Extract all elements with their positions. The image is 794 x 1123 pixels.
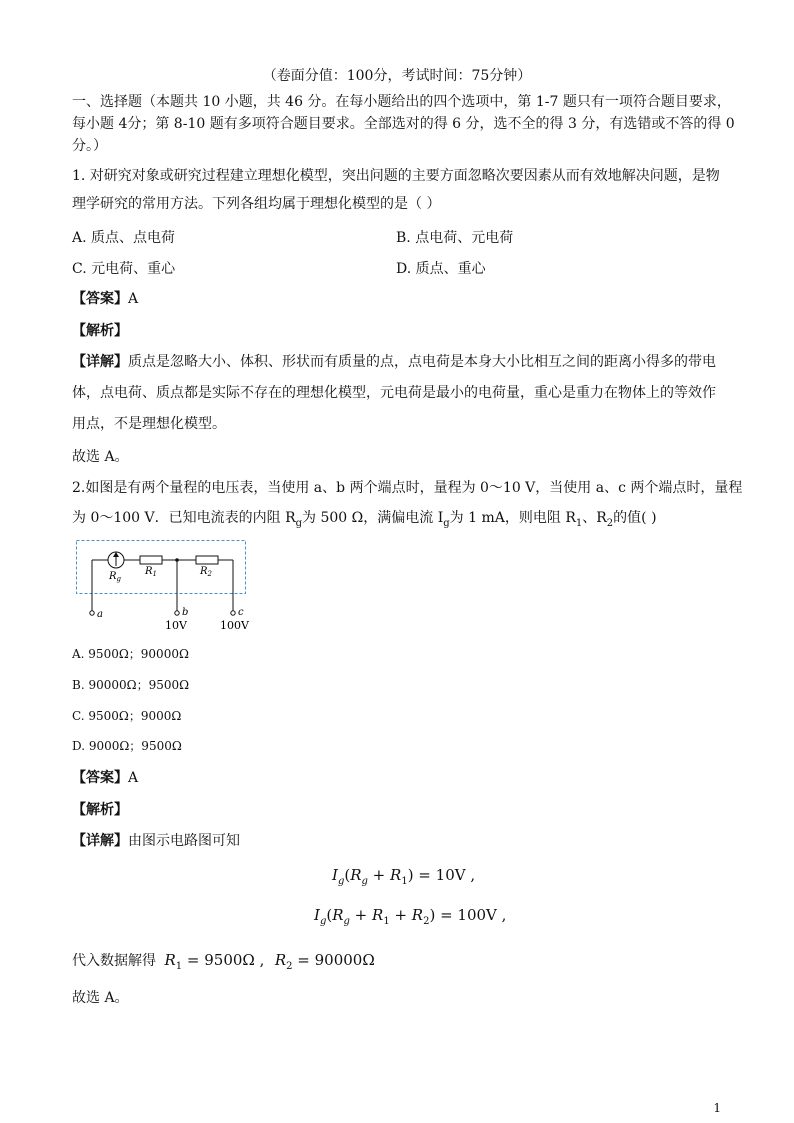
q1-option-c: C. 元电荷、重心: [72, 261, 176, 277]
q1-analysis-tag: [72, 321, 128, 341]
q2-analysis-label: 【解析】: [72, 802, 128, 818]
q1-answer: [72, 289, 138, 309]
q1-detail-3: 用点，不是理想化模型。: [72, 416, 226, 432]
q2-line-2: [72, 508, 657, 534]
equation-2: $I_g(R_g + R_1 + R_2) = 100V$ ,: [314, 906, 507, 927]
label-rg: $R_g$: [109, 571, 122, 583]
q2-result-prefix: 代入数据解得: [72, 953, 156, 969]
terminal-b: [175, 611, 179, 615]
circuit-dashed-box: [77, 541, 246, 594]
q2-result-line: [72, 950, 375, 977]
q1-conclusion: 故选 A。: [72, 449, 129, 465]
q2-detail-tag: 【详解】: [72, 833, 128, 849]
q2-option-c: C. 9500Ω；9000Ω: [72, 709, 182, 723]
q2-option-b: B. 90000Ω；9500Ω: [72, 678, 190, 692]
section-line-1: 一、选择题（本题共 10 小题，共 46 分。在每小题给出的四个选项中，第 1-7 题只有一项符合题目要求，: [72, 94, 731, 110]
label-a: a: [97, 609, 103, 620]
q2-answer: [72, 768, 138, 788]
q1-answer-value: A: [128, 291, 139, 307]
terminal-c: [231, 611, 235, 615]
q1-option-b: B. 点电荷、元电荷: [396, 230, 514, 246]
q2-line-2-part-a: 为 0～100 V．已知电流表的内阻 R: [72, 510, 296, 526]
result-r1: $R_1 = 9500\Omega$ ,: [164, 951, 265, 972]
q1-option-a: A. 质点、点电荷: [72, 230, 176, 246]
q2-answer-value: A: [128, 770, 139, 786]
q2-conclusion: 故选 A。: [72, 990, 129, 1006]
label-r2: $R_2$: [200, 566, 212, 578]
q2-sub-g-2: g: [443, 517, 450, 529]
label-b: b: [182, 607, 189, 618]
label-c: c: [238, 607, 244, 618]
q2-option-a: A. 9500Ω；90000Ω: [72, 647, 189, 661]
resistor-r1: [140, 556, 162, 564]
q1-line-2: 理学研究的常用方法。下列各组均属于理想化模型的是（ ）: [72, 196, 441, 212]
q2-detail: [72, 831, 240, 851]
section-line-3: 分。）: [72, 138, 107, 154]
q2-sub-2: 2: [606, 517, 614, 529]
q2-line-2-part-c: 为 1 mA，则电阻 R: [449, 510, 576, 526]
q2-sub-g-1: g: [295, 517, 303, 529]
label-10v: 10V: [165, 619, 187, 632]
q1-detail-1: [72, 352, 716, 372]
q1-analysis-label: 【解析】: [72, 323, 128, 339]
terminal-a: [90, 611, 94, 615]
resistor-r2: [196, 556, 218, 564]
equation-1: $I_g(R_g + R_1) = 10V$ ,: [332, 866, 476, 887]
result-r2: $R_2 = 90000\Omega$: [274, 951, 375, 972]
q2-line-2-part-e: 的值( ): [613, 510, 657, 526]
label-100v: 100V: [220, 619, 249, 632]
label-r1: $R_1$: [145, 566, 157, 578]
q2-analysis-tag: [72, 800, 128, 820]
circuit-diagram: [76, 540, 256, 632]
q1-detail-2: 体，点电荷、质点都是实际不存在的理想化模型，元电荷是最小的电荷量，重心是重力在物体上的等效作: [72, 385, 716, 401]
q1-detail-tag: 【详解】: [72, 354, 128, 370]
q1-detail-text-1: 质点是忽略大小、体积、形状而有质量的点，点电荷是本身大小比相互之间的距离小得多的带电: [128, 354, 716, 370]
q2-option-d: D. 9000Ω；9500Ω: [72, 739, 182, 753]
section-line-2: 每小题 4分；第 8-10 题有多项符合题目要求。全部选对的得 6 分，选不全的得 3 分，有选错或不答的得 0: [72, 116, 735, 132]
q2-answer-tag: 【答案】: [72, 770, 128, 786]
q1-answer-tag: 【答案】: [72, 291, 128, 307]
q2-line-2-part-b: 为 500 Ω，满偏电流 I: [302, 510, 444, 526]
q2-line-2-part-d: 、R: [582, 510, 607, 526]
q1-option-d: D. 质点、重心: [396, 261, 486, 277]
q2-sub-1: 1: [575, 517, 583, 529]
q2-detail-text: 由图示电路图可知: [128, 833, 240, 849]
page-number: 1: [713, 1101, 721, 1115]
q2-line-1: 2.如图是有两个量程的电压表，当使用 a、b 两个端点时，量程为 0～10 V，当使用 a、c 两个端点时，量程: [72, 480, 743, 496]
exam-header: （卷面分值：100分，考试时间：75分钟）: [262, 68, 532, 84]
q1-line-1: 1. 对研究对象或研究过程建立理想化模型，突出问题的主要方面忽略次要因素从而有效地解决问题，是物: [72, 168, 720, 184]
